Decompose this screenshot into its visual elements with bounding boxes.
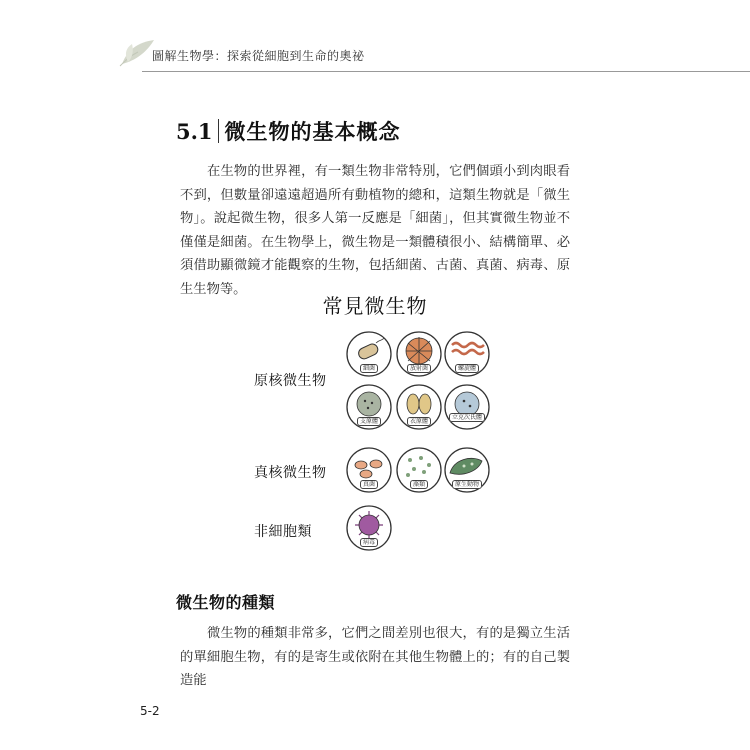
organism-rickettsia: [442, 382, 492, 432]
organism-label: 細菌: [360, 364, 378, 373]
organism-label: 衣原體: [407, 417, 431, 426]
page-header: [118, 38, 750, 78]
organism-label: 真菌: [360, 480, 378, 489]
organism-mycoplasma: [344, 382, 394, 432]
subsection-heading: 微生物的種類: [176, 593, 276, 612]
page-number: 5-2: [140, 704, 160, 718]
organism-label: 原生動物: [452, 480, 482, 489]
section-divider: [218, 119, 219, 143]
section-number: 5.1: [176, 118, 213, 144]
intro-paragraph: 在生物的世界裡，有一類生物非常特別，它們個頭小到肉眼看不到，但數量卻遠遠超過所有動植物的總和，這類生物就是「微生物」。說起微生物，很多人第一反應是「細菌」，但其實微生物並不僅僅是細菌。在生物學上，微生物是一類體積很小、結構簡單、必須借助顯微鏡才能觀察的生物，包括細菌、古菌、真菌、病毒、原生生物等。: [180, 164, 570, 297]
organism-fungi: [344, 445, 394, 495]
group-label-acellular: 非細胞類: [254, 524, 312, 540]
organism-chlamydia: [394, 382, 444, 432]
header-rule: [142, 71, 750, 72]
organism-spirochete: [442, 329, 492, 379]
organism-label: 病毒: [360, 538, 378, 547]
section-title: 微生物的基本概念: [224, 119, 401, 144]
organism-label: 放射菌: [407, 364, 431, 373]
organism-label: 藻類: [410, 480, 428, 489]
organism-label: 支原體: [357, 417, 381, 426]
rickettsia-illustration: [442, 382, 492, 432]
section-heading: [176, 116, 401, 146]
group-label-prokaryote: 原核微生物: [254, 373, 327, 389]
group-label-eukaryote: 真核微生物: [254, 465, 327, 481]
organism-bacteria: [344, 329, 394, 379]
types-paragraph: 微生物的種類非常多，它們之間差別也很大，有的是獨立生活的單細胞生物，有的是寄生或依附在其他生物體上的；有的自己製造能: [180, 626, 570, 688]
organism-label: 立克次氏體: [449, 413, 485, 422]
organism-label: 螺旋體: [455, 364, 479, 373]
figure-title: 常見微生物: [322, 294, 428, 318]
organism-protozoa: [442, 445, 492, 495]
book-title: 圖解生物學：探索從細胞到生命的奧祕: [152, 49, 365, 63]
organism-virus: [344, 503, 394, 553]
